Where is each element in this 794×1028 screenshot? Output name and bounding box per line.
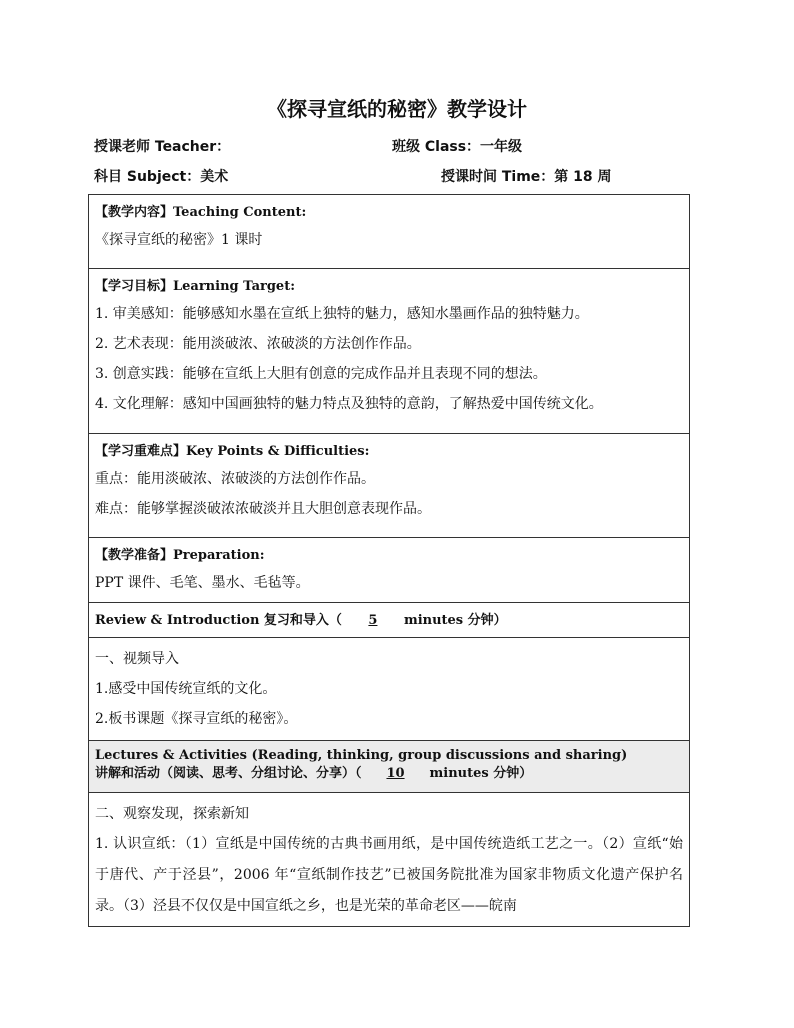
subject-field: 科目 Subject：美术 (94, 169, 229, 185)
lesson-plan-table (88, 194, 690, 927)
review-minutes: 5 (368, 613, 378, 628)
content-text: 《探寻宣纸的秘密》1 课时 (95, 232, 263, 248)
target-item: 1. 审美感知：能够感知水墨在宣纸上独特的魅力，感知水墨画作品的独特魅力。 (95, 306, 589, 322)
preparation-header: 【教学准备】Preparation: (95, 548, 265, 563)
review-content-row (89, 638, 690, 741)
content-header: 【教学内容】Teaching Content: (95, 205, 307, 220)
document-title: 《探寻宣纸的秘密》教学设计 (267, 97, 527, 121)
target-cell (89, 269, 690, 434)
review-label-row (89, 603, 690, 638)
target-row (89, 269, 690, 434)
lectures-label-en: Lectures & Activities (Reading, thinking, group discussions and sharing) (95, 748, 628, 763)
lectures-minutes: 10 (386, 766, 405, 781)
preparation-row (89, 538, 690, 603)
review-label (95, 609, 683, 633)
teacher-field: 授课老师 Teacher： (94, 139, 231, 155)
key-point-text: 重点：能用淡破浓、浓破淡的方法创作作品。 (95, 471, 375, 487)
review-content-cell (89, 638, 690, 741)
time-field: 授课时间 Time：第 18 周 (441, 169, 612, 185)
class-field: 班级 Class：一年级 (392, 139, 523, 155)
lectures-label-cn (95, 765, 683, 783)
lectures-label-row (89, 741, 690, 793)
preparation-cell (89, 538, 690, 603)
target-item: 4. 文化理解：感知中国画独特的魅力特点及独特的意韵，了解热爱中国传统文化。 (95, 396, 603, 412)
target-item: 3. 创意实践：能够在宣纸上大胆有创意的完成作品并且表现不同的想法。 (95, 366, 547, 382)
difficulty-text: 难点：能够掌握淡破浓浓破淡并且大胆创意表现作品。 (95, 501, 431, 517)
lectures-paragraph: 1. 认识宣纸：（1）宣纸是中国传统的古典书画用纸，是中国传统造纸工艺之一。（2）宣纸“始于唐代、产于泾县”，2006 年“宣纸制作技艺”已被国务院批准为国家非物质文化遗产保护名录。（3）泾县不仅仅是中国宣纸之乡，也是光荣的革命老区——皖南 (95, 836, 683, 914)
lectures-heading: 二、观察发现，探索新知 (95, 806, 249, 822)
review-minutes-suffix: minutes 分钟） (403, 613, 507, 628)
review-item: 一、视频导入 (95, 651, 179, 667)
keypoints-header: 【学习重难点】Key Points & Difficulties: (95, 444, 370, 459)
preparation-text: PPT 课件、毛笔、墨水、毛毡等。 (95, 575, 310, 591)
target-item: 2. 艺术表现：能用淡破浓、浓破淡的方法创作作品。 (95, 336, 421, 352)
content-row (89, 195, 690, 269)
content-cell (89, 195, 690, 269)
target-header: 【学习目标】Learning Target: (95, 279, 296, 294)
lectures-minutes-suffix: minutes 分钟） (429, 766, 533, 781)
review-item: 2.板书课题《探寻宣纸的秘密》。 (95, 711, 298, 727)
review-item: 1.感受中国传统宣纸的文化。 (95, 681, 277, 697)
keypoints-cell (89, 434, 690, 538)
lectures-label-cell (89, 741, 690, 793)
lectures-content-cell (89, 793, 690, 927)
keypoints-row (89, 434, 690, 538)
lectures-label-cn-text: 讲解和活动（阅读、思考、分组讨论、分享）（ (95, 766, 362, 781)
lectures-content-row (89, 793, 690, 927)
review-label-cell (89, 603, 690, 638)
review-label-text: Review & Introduction 复习和导入（ (95, 613, 342, 628)
